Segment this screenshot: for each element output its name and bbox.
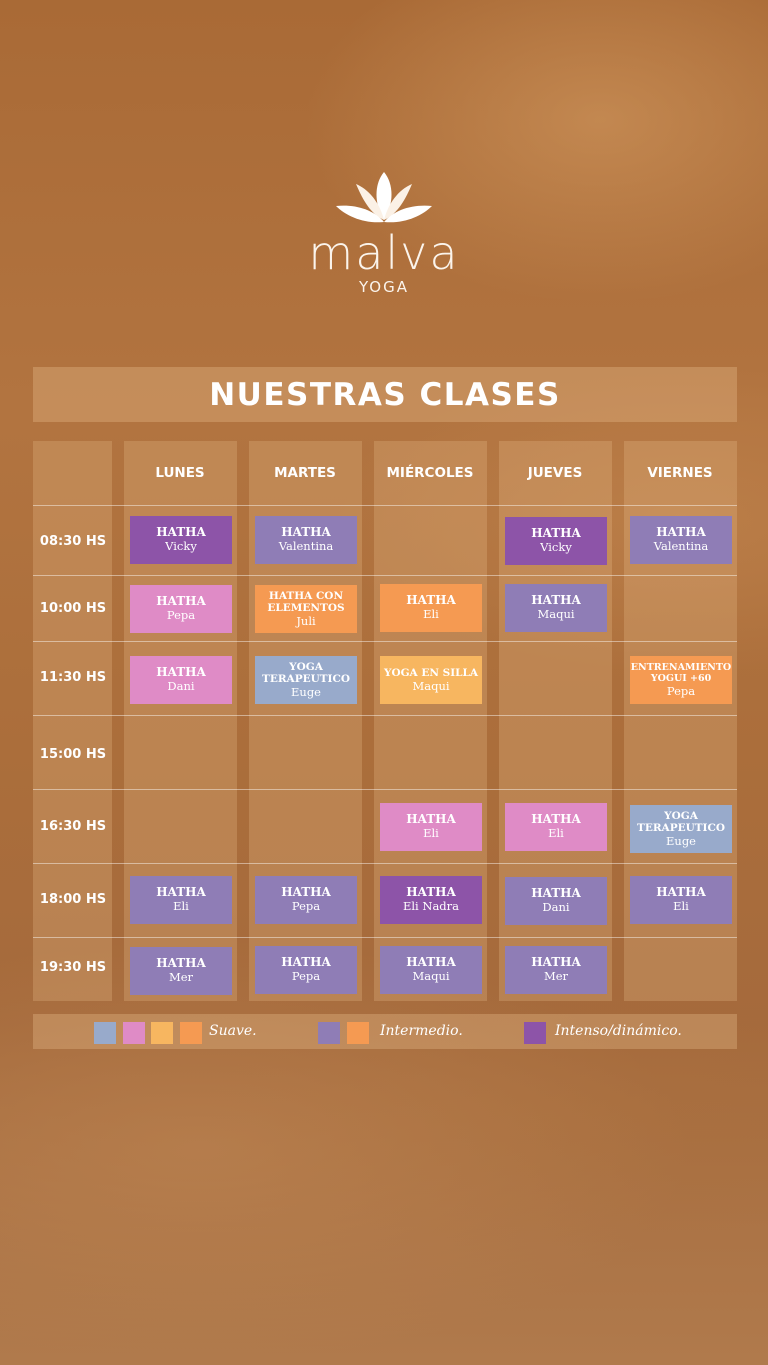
legend-swatch	[347, 1022, 369, 1044]
class-card[interactable]	[255, 516, 357, 564]
class-name: HATHA	[406, 812, 456, 826]
class-name: HATHA	[406, 955, 456, 969]
brand-subtitle: YOGA	[358, 278, 410, 296]
day-header-jueves: JUEVES	[527, 465, 583, 481]
legend-swatch	[123, 1022, 145, 1044]
class-card[interactable]	[505, 946, 607, 994]
class-card[interactable]	[630, 805, 732, 853]
time-label: 19:30 HS	[39, 960, 107, 975]
row-divider	[33, 789, 737, 790]
class-teacher: Euge	[291, 684, 321, 699]
class-teacher: Eli	[673, 899, 689, 913]
time-label: 10:00 HS	[39, 601, 107, 616]
class-teacher: Pepa	[166, 608, 196, 622]
row-divider	[33, 715, 737, 716]
class-card[interactable]	[380, 876, 482, 924]
class-name: HATHA	[406, 593, 456, 607]
class-card[interactable]	[505, 517, 607, 565]
class-name: HATHA	[656, 525, 706, 539]
class-teacher: Mer	[168, 970, 194, 984]
class-name: HATHA	[281, 525, 331, 539]
class-name: ENTRENAMIENTO YOGUI +60	[630, 661, 732, 684]
brand-name: malva	[308, 226, 460, 280]
class-teacher: Dani	[542, 900, 570, 914]
legend-swatch	[151, 1022, 173, 1044]
legend-label-intermedio: Intermedio.	[380, 1023, 463, 1039]
day-header-lunes: LUNES	[155, 465, 205, 481]
time-label: 08:30 HS	[39, 534, 107, 549]
class-teacher: Mer	[543, 969, 569, 983]
time-label: 16:30 HS	[39, 819, 107, 834]
class-name: HATHA	[531, 593, 581, 607]
class-card[interactable]	[130, 656, 232, 704]
day-header-viernes: VIERNES	[647, 465, 713, 481]
class-card[interactable]	[630, 516, 732, 564]
legend-swatch	[180, 1022, 202, 1044]
class-card[interactable]	[255, 656, 357, 704]
class-name: HATHA	[531, 955, 581, 969]
class-name: HATHA	[281, 955, 331, 969]
page-title: NUESTRAS CLASES	[209, 376, 561, 413]
class-teacher: Pepa	[291, 899, 321, 913]
class-teacher: Maqui	[537, 607, 575, 621]
class-teacher: Valentina	[278, 539, 334, 553]
class-teacher: Eli	[423, 607, 439, 621]
class-teacher: Pepa	[666, 683, 696, 698]
class-card[interactable]	[380, 656, 482, 704]
class-card[interactable]	[630, 656, 732, 704]
class-name: HATHA	[281, 885, 331, 899]
class-teacher: Vicky	[540, 540, 572, 554]
class-card[interactable]	[505, 803, 607, 851]
row-divider	[33, 575, 737, 576]
class-teacher: Maqui	[412, 969, 450, 983]
class-name: HATHA	[156, 665, 206, 679]
row-divider	[33, 937, 737, 938]
class-name: HATHA	[156, 956, 206, 970]
class-name: YOGA TERAPEUTICO	[262, 660, 350, 685]
class-name: HATHA	[156, 594, 206, 608]
class-teacher: Euge	[666, 833, 696, 848]
row-divider	[33, 863, 737, 864]
time-column	[33, 441, 112, 1001]
legend-label-suave: Suave.	[209, 1023, 257, 1039]
legend-swatch	[524, 1022, 546, 1044]
time-label: 18:00 HS	[39, 892, 107, 907]
class-name: HATHA	[531, 812, 581, 826]
class-name: YOGA EN SILLA	[383, 666, 479, 679]
class-name: HATHA	[656, 885, 706, 899]
class-teacher: Eli Nadra	[402, 899, 460, 913]
class-card[interactable]	[255, 585, 357, 633]
day-header-martes: MARTES	[274, 465, 336, 481]
class-name: HATHA	[156, 885, 206, 899]
class-teacher: Vicky	[165, 539, 197, 553]
class-card[interactable]	[505, 877, 607, 925]
legend-swatch	[318, 1022, 340, 1044]
class-name: HATHA	[406, 885, 456, 899]
legend-swatch	[94, 1022, 116, 1044]
class-card[interactable]	[130, 876, 232, 924]
class-teacher: Dani	[167, 679, 195, 693]
intensity-legend	[33, 1014, 737, 1049]
class-teacher: Juli	[296, 613, 316, 628]
class-teacher: Eli	[548, 826, 564, 840]
class-teacher: Valentina	[653, 539, 709, 553]
brand-logo	[0, 170, 768, 296]
class-name: HATHA	[156, 525, 206, 539]
class-card[interactable]	[255, 946, 357, 994]
time-label: 11:30 HS	[39, 670, 107, 685]
day-header-miercoles: MIÉRCOLES	[386, 465, 474, 481]
class-teacher: Pepa	[291, 969, 321, 983]
class-card[interactable]	[130, 516, 232, 564]
class-teacher: Maqui	[412, 678, 450, 693]
class-card[interactable]	[380, 946, 482, 994]
class-name: YOGA TERAPEUTICO	[637, 809, 725, 834]
class-card[interactable]	[130, 585, 232, 633]
class-card[interactable]	[380, 584, 482, 632]
legend-label-intenso: Intenso/dinámico.	[555, 1023, 682, 1039]
class-name: HATHA	[531, 886, 581, 900]
class-card[interactable]	[130, 947, 232, 995]
class-name: HATHA	[531, 526, 581, 540]
class-card[interactable]	[255, 876, 357, 924]
class-teacher: Eli	[423, 826, 439, 840]
lotus-icon	[334, 170, 434, 226]
row-divider	[33, 505, 737, 506]
class-card[interactable]	[380, 803, 482, 851]
class-card[interactable]	[505, 584, 607, 632]
class-card[interactable]	[630, 876, 732, 924]
class-name: HATHA CON ELEMENTOS	[267, 589, 345, 614]
class-teacher: Eli	[173, 899, 189, 913]
time-label: 15:00 HS	[39, 747, 107, 762]
row-divider	[33, 641, 737, 642]
title-banner	[33, 367, 737, 422]
